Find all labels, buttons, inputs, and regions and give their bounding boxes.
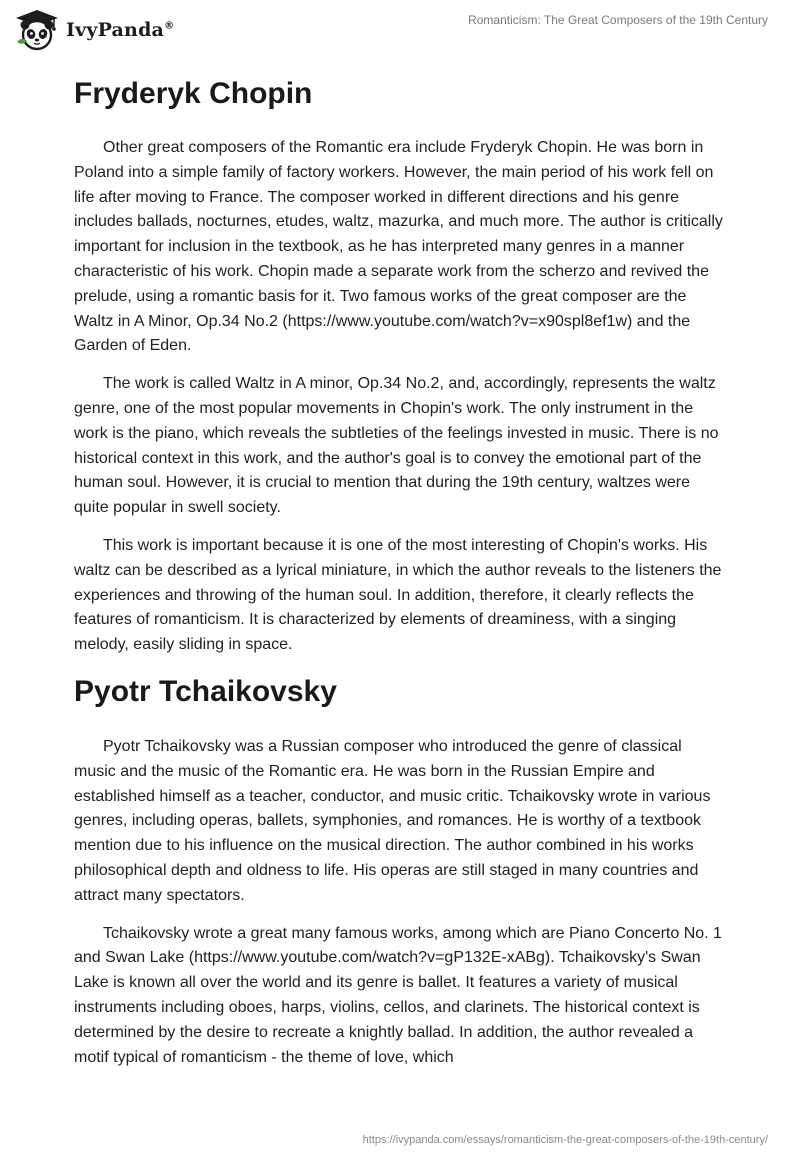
document-title: Romanticism: The Great Composers of the 19th Century: [468, 13, 768, 27]
paragraph: Pyotr Tchaikovsky was a Russian composer who introduced the genre of classical music and the music of the Romantic era. He was born in the Russian Empire and established himself as a teacher, conductor, and music critic. Tchaikovsky wrote in various genres, including operas, ballets, symphonies, and romances. He is worthy of a textbook mention due to his influence on the musical direction. The author combined in his works philosophical depth and oldness to life. His operas are still staged in many countries and attract many spectators.: [74, 737, 711, 904]
source-url[interactable]: https://ivypanda.com/essays/romanticism-the-great-composers-of-the-19th-century/: [362, 1134, 768, 1146]
paragraph: This work is important because it is one of the most interesting of Chopin's works. His waltz can be described as a lyrical miniature, in which the author reveals to the listeners the experiences and throwing of the human soul. In addition, therefore, it clearly reflects the features of romanticism. It is characterized by elements of dreaminess, with a singing melody, easily sliding in space.: [74, 536, 722, 654]
brand-name: IvyPanda®: [66, 19, 175, 41]
page-header: [0, 0, 800, 60]
section-heading: Pyotr Tchaikovsky: [74, 674, 337, 708]
section-heading: Fryderyk Chopin: [74, 77, 313, 110]
paragraph: The work is called Waltz in A minor, Op.34 No.2, and, accordingly, represents the waltz genre, one of the most popular movements in Chopin's work. The only instrument in the work is the piano, which reveals the subtleties of the feelings invested in music. There is no historical context in this work, and the author's goal is to convey the emotional part of the human soul. However, it is crucial to mention that during the 19th century, waltzes were quite popular in swell society.: [74, 375, 719, 517]
panda-graduate-icon: [14, 8, 60, 52]
logo[interactable]: [14, 8, 174, 52]
essay-body: [74, 74, 724, 1083]
paragraph: Tchaikovsky wrote a great many famous works, among which are Piano Concerto No. 1 and Swan Lake (https://www.youtube.com/watch?v=gP132E-xABg). Tchaikovsky's Swan Lake is known all over the world and its genre is ballet. It features a variety of musical instruments including oboes, harps, violins, cellos, and clarinets. The historical context is determined by the desire to recreate a knightly ballad. In addition, the author revealed a motif typical of romanticism - the theme of love, which: [74, 924, 722, 1066]
paragraph: Other great composers of the Romantic era include Fryderyk Chopin. He was born in Poland into a simple family of factory workers. However, the main period of his work fell on life after moving to France. The composer worked in different directions and his genre includes ballads, nocturnes, etudes, waltz, mazurka, and much more. The author is critically important for inclusion in the textbook, as he has interpreted many genres in a manner characteristic of his work. Chopin made a separate work from the scherzo and revived the prelude, using a romantic basis for it. Two famous works of the great composer are the Waltz in A Minor, Op.34 No.2 (https://www.youtube.com/watch?v=x90spl8ef1w) and the Garden of Eden.: [74, 139, 723, 355]
